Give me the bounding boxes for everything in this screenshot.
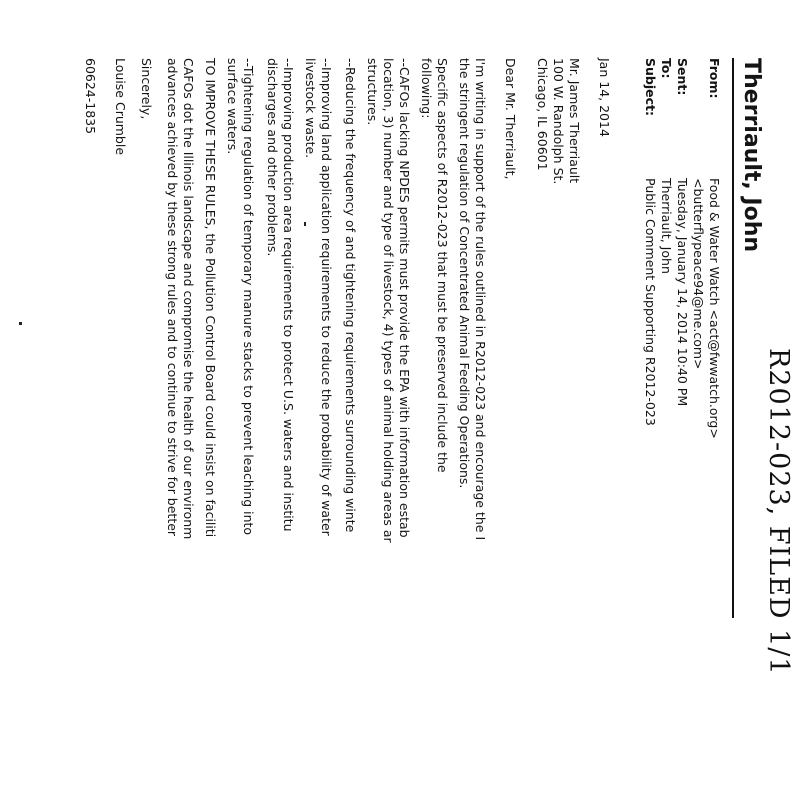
paragraph: Specific aspects of R2012-023 that must be preserved include the following: (419, 58, 450, 473)
paragraph: I'm writing in support of the rules outlined in R2012-023 and encourage the I the stringent regulation of Concentrated Animal Feeding Operations. (457, 58, 488, 541)
header-rule (732, 58, 734, 618)
address-line: 100 W. Randolph St. (551, 58, 566, 185)
salutation: Dear Mr. Therriault, (503, 58, 518, 180)
paragraph: --Improving land application requirements to reduce the probability of water livestock waste. (303, 58, 334, 536)
paragraph: TO IMPROVE THESE RULES, the Pollution Control Board could insist on faciliti (203, 58, 218, 538)
paragraph: --Improving production area requirements to protect U.S. waters and institu discharges and other problems. (265, 58, 296, 532)
to-value: Therriault, John (659, 178, 674, 274)
paragraph: CAFOs dot the Illinois landscape and compromise the health of our environm advances achieved by these strong rules and to continue to strive for better (165, 58, 196, 540)
filing-stamp: R2012-023, FILED 1/1 (763, 348, 794, 676)
subject-label: Subject: (643, 58, 658, 116)
address-line: Mr. James Therriault (567, 58, 582, 184)
paragraph: --Tightening regulation of temporary manure stacks to prevent leaching into surface waters. (225, 58, 256, 536)
recipient-address (534, 58, 582, 798)
zip-code: 60624-1835 (83, 58, 98, 135)
subject-value: Public Comment Supporting R2012-023 (643, 178, 658, 426)
scan-speck (19, 322, 22, 325)
from-label: From: (707, 58, 722, 99)
letter-date: Jan 14, 2014 (597, 58, 612, 137)
address-line: Chicago, IL 60601 (535, 58, 550, 171)
closing: Sincerely, (139, 58, 154, 120)
sender-name: Therriault, John (739, 58, 764, 253)
from-email: <butterflypeace94@me.com> (691, 178, 706, 370)
paragraph: --Reducing the frequency of and tightening requirements surrounding winte (343, 58, 358, 533)
signature: Louise Crumble (113, 58, 128, 156)
to-label: To: (659, 58, 674, 79)
sent-label: Sent: (675, 58, 690, 96)
paragraph: --CAFOs lacking NPDES permits must provide the EPA with information estab location, 3) number and type of livestock, 4) types of animal holding areas ar structures. (365, 58, 412, 543)
from-value: Food & Water Watch <act@fwwatch.org> (707, 178, 722, 439)
sent-value: Tuesday, January 14, 2014 10:40 PM (675, 178, 690, 407)
scan-speck (304, 222, 306, 226)
